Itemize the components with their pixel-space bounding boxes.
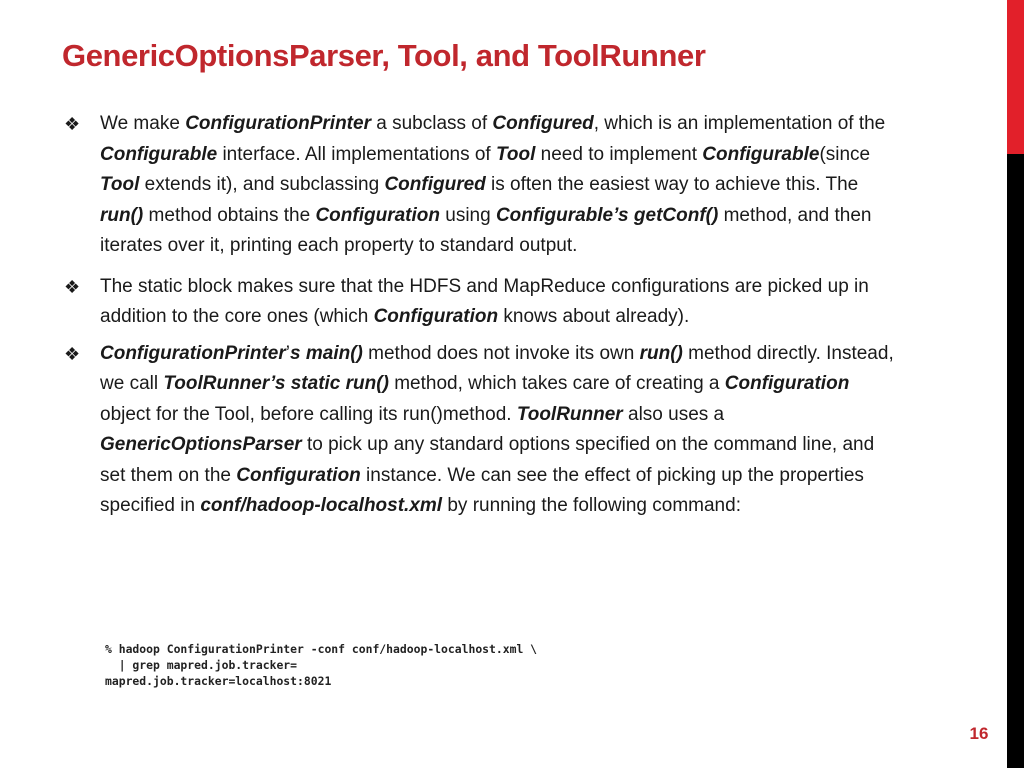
code-line: | grep mapred.job.tracker= xyxy=(105,658,298,672)
bullet-item xyxy=(64,339,904,522)
emphasis-text: run() xyxy=(100,204,144,226)
emphasis-text: ToolRunner xyxy=(516,403,623,425)
body-text: a subclass of xyxy=(370,113,493,134)
emphasis-text: s main() xyxy=(290,342,363,364)
emphasis-text: Configuration xyxy=(373,306,499,327)
body-text: to pick up any standard options specified on the command line, and set them on the xyxy=(100,434,875,486)
body-text: The static block makes sure that the HDFS and MapReduce configurations are picked up in addition to the core ones (which xyxy=(100,275,869,327)
body-text: (since xyxy=(819,143,871,165)
body-text: We make xyxy=(100,113,186,134)
bullet-text xyxy=(100,343,894,517)
emphasis-text: Tool xyxy=(495,143,536,165)
emphasis-text: ConfigurationPrinter xyxy=(185,113,371,134)
slide-title: GenericOptionsParser, Tool, and ToolRunner xyxy=(62,38,706,73)
body-text: method, and then iterates over it, printing each property to standard output. xyxy=(100,204,872,256)
emphasis-text: Configuration xyxy=(315,204,440,226)
bullet-text xyxy=(100,113,885,256)
emphasis-text: Configurable xyxy=(702,143,820,165)
emphasis-text: Configurable’s getConf() xyxy=(495,204,719,226)
bullet-item xyxy=(64,109,904,262)
emphasis-text: Tool xyxy=(100,174,140,195)
code-line: mapred.job.tracker=localhost:8021 xyxy=(105,674,332,688)
body-text: method obtains the xyxy=(143,204,316,226)
body-text: method, which takes care of creating a xyxy=(388,373,725,394)
body-text: object for the Tool, before calling its run()method. xyxy=(100,403,517,425)
diamond-bullet-icon: ❖ xyxy=(64,114,81,134)
body-text: by running the following command: xyxy=(442,495,741,516)
emphasis-text: Configured xyxy=(492,113,594,134)
code-line: % hadoop ConfigurationPrinter -conf conf/hadoop-localhost.xml \ xyxy=(105,642,538,656)
body-text: using xyxy=(439,204,496,226)
accent-bar-red xyxy=(1007,0,1024,154)
bullet-item xyxy=(64,272,904,333)
emphasis-text: GenericOptionsParser xyxy=(100,434,302,455)
body-text: also uses a xyxy=(622,403,725,425)
body-text: method does not invoke its own xyxy=(362,342,640,364)
diamond-bullet-icon: ❖ xyxy=(64,343,81,364)
emphasis-text: run() xyxy=(639,342,683,364)
emphasis-text: Configurable xyxy=(100,143,218,165)
emphasis-text: conf/hadoop-localhost.xml xyxy=(200,495,443,516)
emphasis-text: ConfigurationPrinter xyxy=(100,342,286,364)
body-text: instance. We can see the effect of picking up the properties specified in xyxy=(100,464,864,516)
body-text: ’ xyxy=(285,342,291,364)
body-text: knows about already). xyxy=(498,306,690,327)
body-text: extends it), and subclassing xyxy=(139,174,385,195)
diamond-bullet-icon: ❖ xyxy=(64,276,81,297)
emphasis-text: Configured xyxy=(384,174,486,195)
emphasis-text: ToolRunner’s static run() xyxy=(163,373,389,394)
accent-bar-black xyxy=(1007,154,1024,768)
page-number: 16 xyxy=(969,724,989,743)
emphasis-text: Configuration xyxy=(236,464,361,486)
command-code-block xyxy=(105,641,537,689)
body-text: , which is an implementation of the xyxy=(593,113,886,134)
emphasis-text: Configuration xyxy=(724,373,850,394)
body-text: interface. All implementations of xyxy=(217,143,496,165)
body-text: method directly. Instead, we call xyxy=(100,342,894,394)
body-text: is often the easiest way to achieve this. The xyxy=(485,174,859,195)
body-text: need to implement xyxy=(535,143,703,165)
bullet-text xyxy=(100,276,869,328)
bullet-list xyxy=(64,109,904,532)
